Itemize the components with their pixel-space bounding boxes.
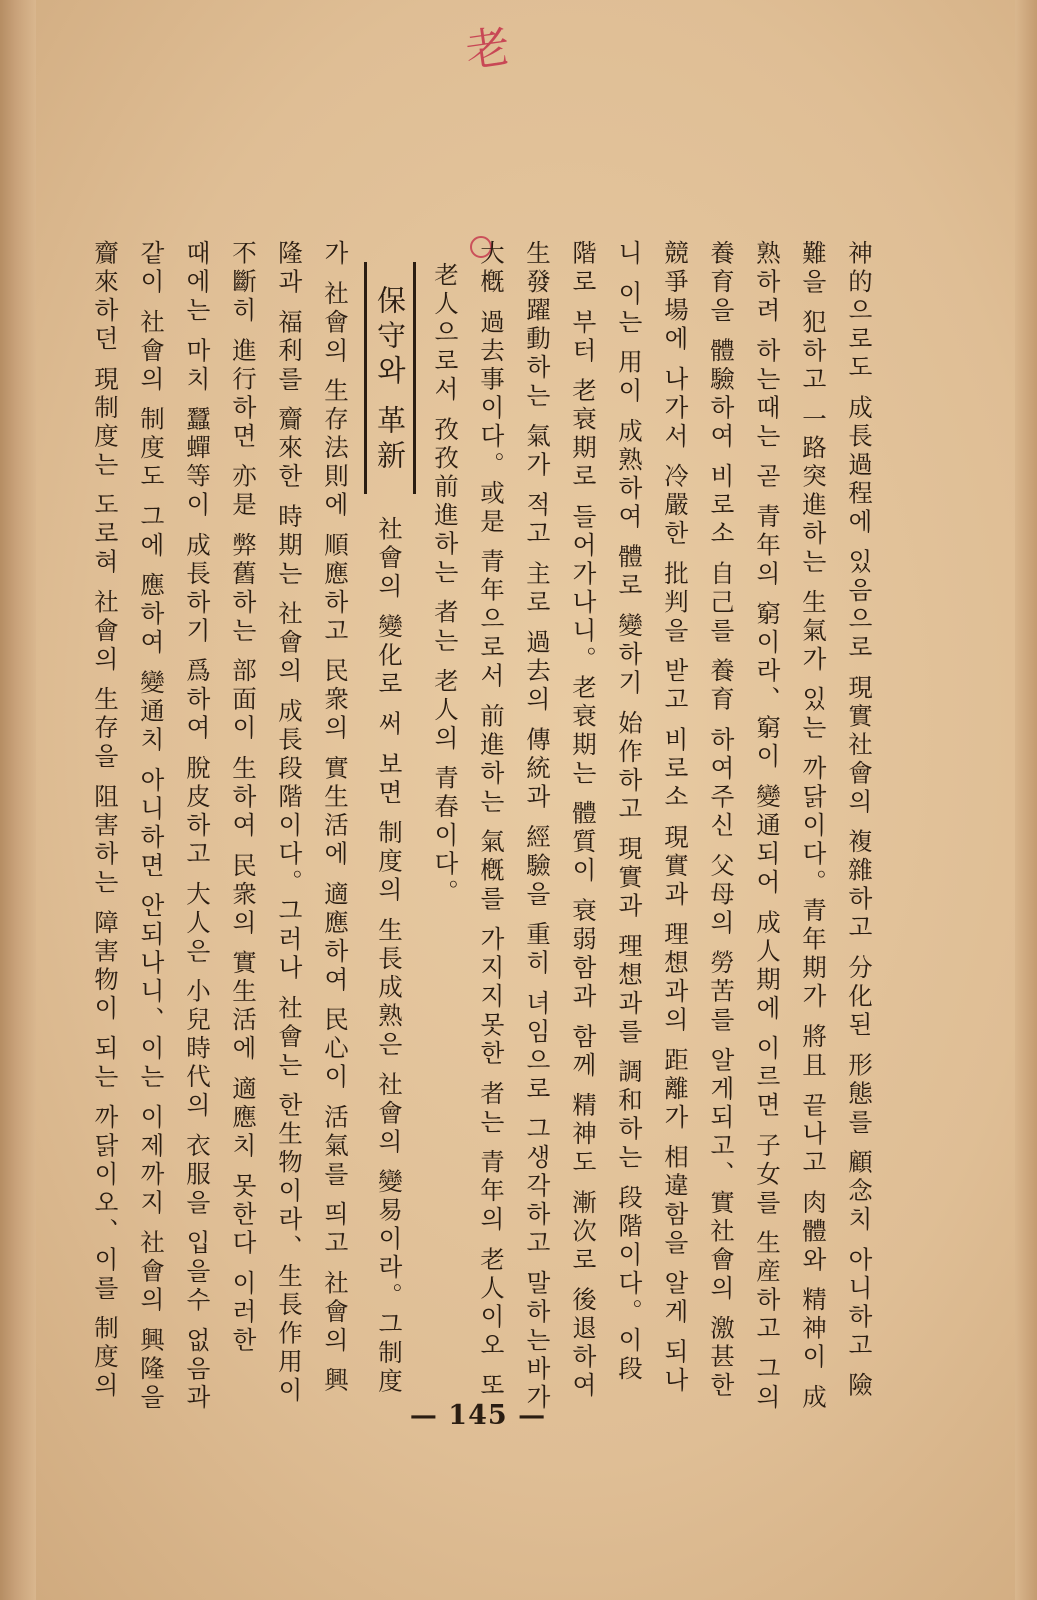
- text-column: 生發躍動하는 氣가 적고 主로 過去의 傳統과 經驗을 重히 녀임으로 그생각하고 말하는바가: [523, 240, 552, 1413]
- text-column: 같이 社會의 制度도 그에 應하여 變通치 아니하면 안되나니、이는 이제까지 社會의 興隆을: [137, 240, 166, 1413]
- text-column: 社會의 變化로 써 보면 制度의 生長成熟은 社會의 變易이라。그制度: [375, 516, 404, 1397]
- section-heading: 保守와 革新: [373, 284, 407, 476]
- text-column: 階로 부터 老衰期로 들어가나니。老衰期는 體質이 衰弱함과 함께 精神도 漸次로 後退하여: [569, 240, 598, 1401]
- text-column: 老人으로서 孜孜前進하는 者는 老人의 青春이다。: [431, 262, 460, 908]
- text-column: 大槪 過去事이다。或是 青年으로서 前進하는 氣槪를 가지지못한 者는 青年의 老人이오 또: [477, 240, 506, 1401]
- text-column: 神的으로도 成長過程에 있음으로 現實社會의 複雜하고 分化된 形態를 顧念치 아니하고 險: [845, 240, 874, 1401]
- text-column: 不斷히 進行하면 亦是 弊舊하는 部面이 生하여 民衆의 實生活에 適應치 못한다 이러한: [229, 240, 258, 1356]
- text-column: 齎來하던 現制度는 도로혀 社會의 生存을 阻害하는 障害物이 되는 까닭이오、이를 制度의: [91, 240, 120, 1401]
- text-column: 熟하려 하는때는 곧 青年의 窮이라、窮이 變通되어 成人期에 이르면 子女를 生産하고 그의: [753, 240, 782, 1413]
- red-handwritten-mark: 老: [462, 21, 514, 78]
- text-column: 때에는 마치 蠶蟬等이 成長하기 爲하여 脫皮하고 大人은 小兒時代의 衣服을 입을수 없음과: [183, 240, 212, 1413]
- page-edge: [1015, 0, 1037, 1600]
- page-gutter: [0, 0, 36, 1600]
- text-column: 니 이는 用이 成熟하여 體로 變하기 始作하고 現實과 理想과를 調和하는 段階이다。이段: [615, 240, 644, 1384]
- text-column: 가 社會의 生存法則에 順應하고 民衆의 實生活에 適應하여 民心이 活氣를 띄고 社會의 興: [321, 240, 350, 1396]
- page-number: — 145 —: [409, 1400, 547, 1431]
- text-column: 難을 犯하고 一路突進하는 生氣가 있는 까닭이다。青年期가 將且 끝나고 肉體와 精神이 成: [799, 240, 828, 1413]
- text-column: 隆과 福利를 齎來한 時期는 社會의 成長段階이다。그러나 社會는 한生物이라、生長作用이: [275, 240, 304, 1406]
- text-column: 競爭場에 나가서 冷嚴한 批判을 받고 비로소 現實과 理想과의 距離가 相違함을 알게 되나: [661, 240, 690, 1396]
- text-column: 養育을 體驗하여 비로소 自己를 養育 하여주신 父母의 勞苦를 알게되고、實社會의 激甚한: [707, 240, 736, 1401]
